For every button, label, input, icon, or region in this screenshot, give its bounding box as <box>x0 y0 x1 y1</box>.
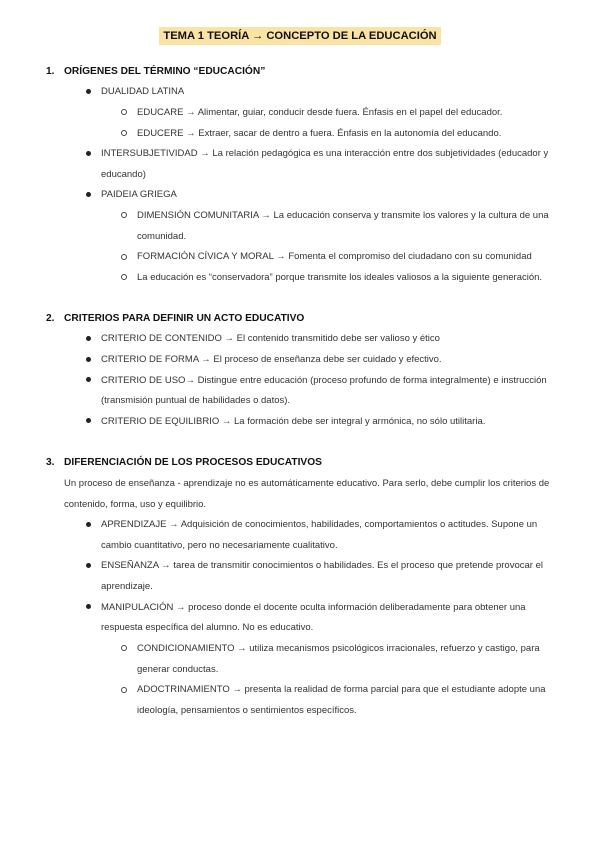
list-item: PAIDEIA GRIEGA <box>101 189 177 200</box>
list-item-continuation: ideología, pensamientos o sentimientos específicos. <box>137 705 357 716</box>
list-item-continuation: comunidad. <box>137 231 187 242</box>
list-item: CONDICIONAMIENTO → utiliza mecanismos psicológicos irracionales, refuerzo y castigo, para <box>137 643 540 654</box>
list-item-continuation: respuesta específica del alumno. No es educativo. <box>101 622 314 633</box>
bullet-icon <box>86 418 91 423</box>
list-item-continuation: aprendizaje. <box>101 581 153 592</box>
list-item: FORMACIÓN CÍVICA Y MORAL → Fomenta el compromiso del ciudadano con su comunidad <box>137 251 532 262</box>
list-item: DUALIDAD LATINA <box>101 86 185 97</box>
bullet-icon <box>86 192 91 197</box>
list-item: CRITERIO DE CONTENIDO → El contenido transmitido debe ser valioso y ético <box>101 333 440 344</box>
section-heading-3 <box>46 457 322 468</box>
bullet-icon <box>86 377 91 382</box>
list-item: EDUCARE → Alimentar, guiar, conducir desde fuera. Énfasis en el papel del educador. <box>137 107 503 118</box>
bullet-icon <box>86 563 91 568</box>
list-item-continuation: generar conductas. <box>137 664 219 675</box>
list-item-continuation: (transmisión puntual de habilidades o datos). <box>101 395 291 406</box>
list-item: CRITERIO DE EQUILIBRIO → La formación debe ser integral y armónica, no sólo utilitaria. <box>101 416 486 427</box>
list-item: DIMENSIÓN COMUNITARIA → La educación conserva y transmite los valores y la cultura de una <box>137 210 549 221</box>
hollow-bullet-icon <box>121 274 127 280</box>
list-item: ENSEÑANZA → tarea de transmitir conocimientos o habilidades. Es el proceso que pretende provocar el <box>101 560 543 571</box>
list-item: CRITERIO DE FORMA → El proceso de enseñanza debe ser cuidado y efectivo. <box>101 354 442 365</box>
section-number: 2. <box>46 313 55 324</box>
list-item: EDUCERE → Extraer, sacar de dentro a fuera. Énfasis en la autonomía del educando. <box>137 128 502 139</box>
page-title: TEMA 1 TEORÍA → CONCEPTO DE LA EDUCACIÓN <box>159 27 440 45</box>
section-title: CRITERIOS PARA DEFINIR UN ACTO EDUCATIVO <box>64 313 305 324</box>
list-item: APRENDIZAJE → Adquisición de conocimientos, habilidades, comportamientos o actitudes. Supone un <box>101 519 538 530</box>
bullet-icon <box>86 522 91 527</box>
section-intro: Un proceso de enseñanza - aprendizaje no es automáticamente educativo. Para serlo, debe cumplir los criterios de <box>64 478 550 489</box>
list-item: La educación es “conservadora” porque transmite los ideales valiosos a la siguiente generación. <box>137 272 543 283</box>
list-item-continuation: cambio cuantitativo, pero no necesariamente cualitativo. <box>101 540 338 551</box>
list-item-continuation: educando) <box>101 169 146 180</box>
list-item: MANIPULACIÓN → proceso donde el docente oculta información deliberadamente para obtener una <box>101 602 526 613</box>
list-item: ADOCTRINAMIENTO → presenta la realidad de forma parcial para que el estudiante adopte una <box>137 684 546 695</box>
bullet-icon <box>86 336 91 341</box>
hollow-bullet-icon <box>121 212 127 218</box>
hollow-bullet-icon <box>121 109 127 115</box>
title-container <box>0 26 600 45</box>
hollow-bullet-icon <box>121 254 127 260</box>
list-item: INTERSUBJETIVIDAD → La relación pedagógica es una interacción entre dos subjetividades (educador y <box>101 148 549 159</box>
list-item: CRITERIO DE USO→ Distingue entre educación (proceso profundo de forma integralmente) e instrucción <box>101 375 547 386</box>
bullet-icon <box>86 151 91 156</box>
hollow-bullet-icon <box>121 645 127 651</box>
bullet-icon <box>86 604 91 609</box>
section-number: 3. <box>46 457 55 468</box>
section-title: DIFERENCIACIÓN DE LOS PROCESOS EDUCATIVOS <box>64 457 322 468</box>
section-title: ORÍGENES DEL TÉRMINO “EDUCACIÓN” <box>64 66 266 77</box>
section-number: 1. <box>46 66 55 77</box>
bullet-icon <box>86 357 91 362</box>
hollow-bullet-icon <box>121 130 127 136</box>
section-intro-continuation: contenido, forma, uso y equilibrio. <box>64 499 207 510</box>
hollow-bullet-icon <box>121 687 127 693</box>
section-heading-1 <box>46 66 265 77</box>
bullet-icon <box>86 89 91 94</box>
section-heading-2 <box>46 313 304 324</box>
